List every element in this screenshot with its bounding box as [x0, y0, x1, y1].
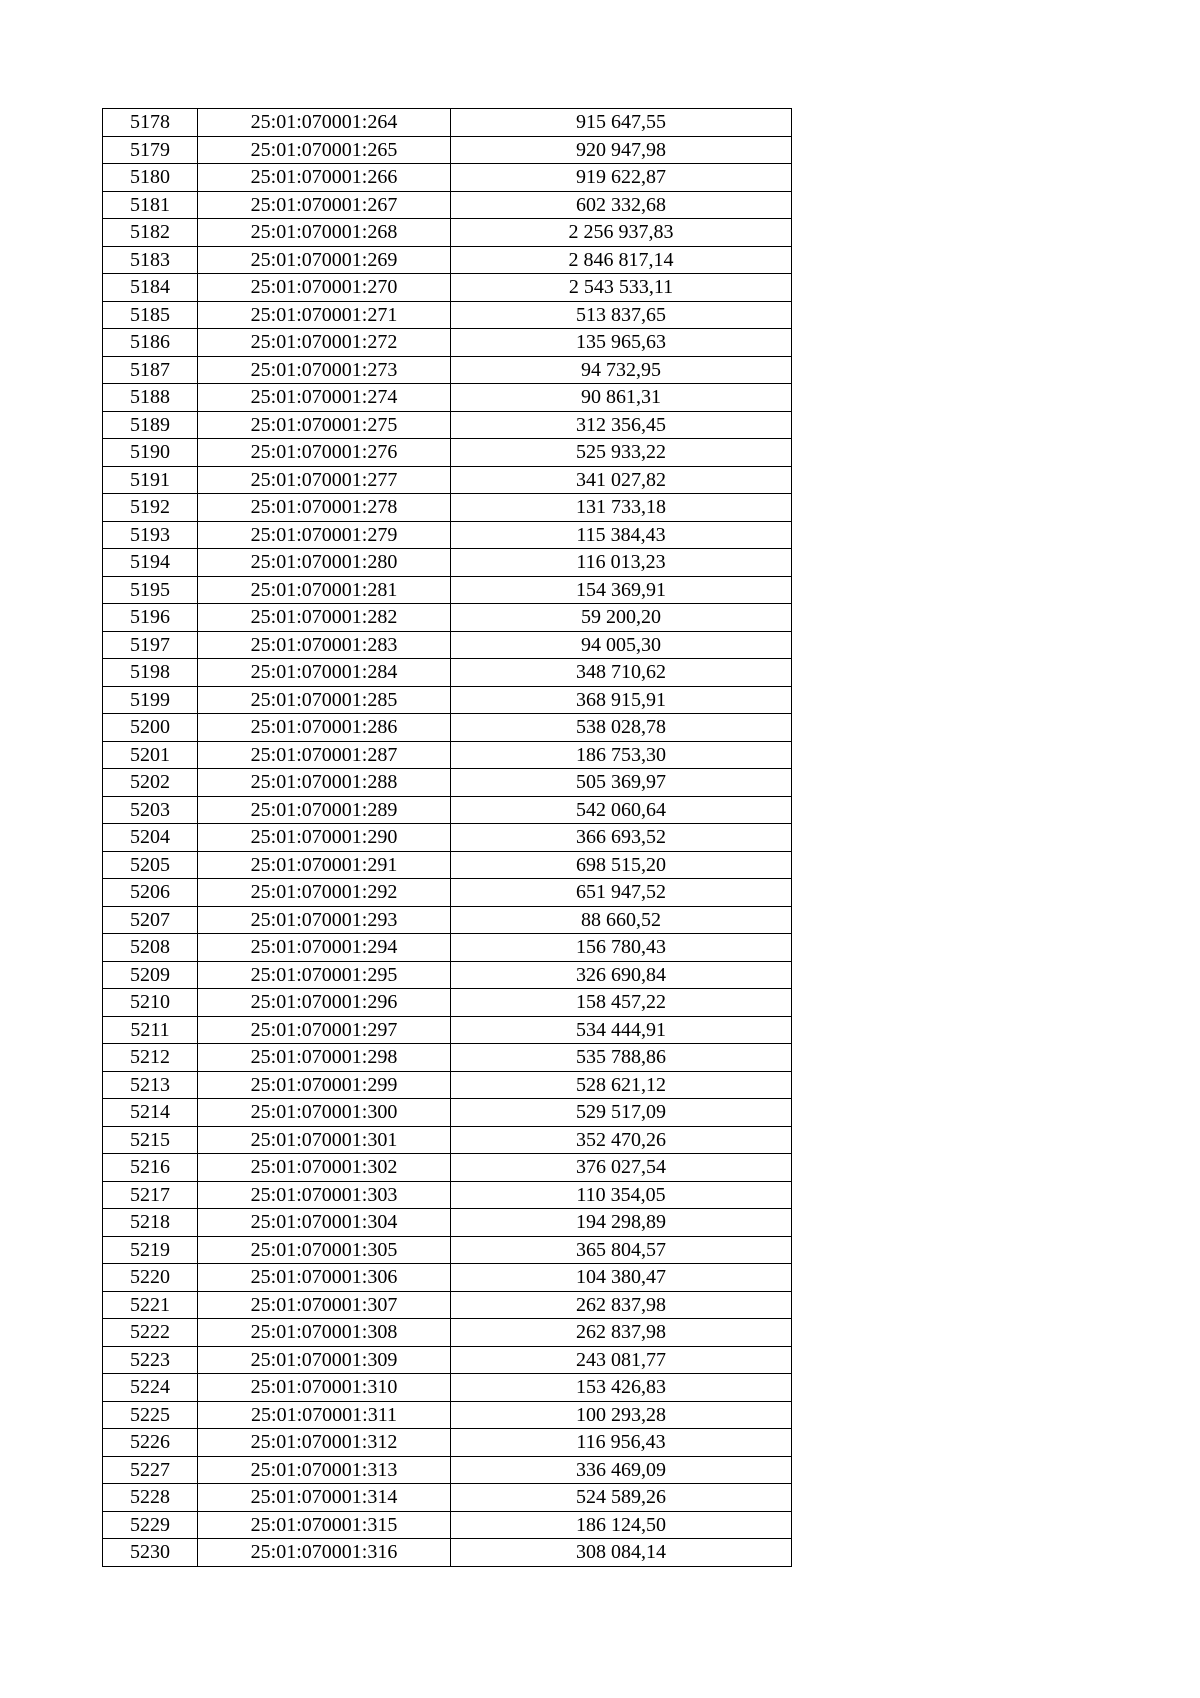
cadastral-number-cell: 25:01:070001:272 [198, 329, 451, 357]
value-cell: 100 293,28 [451, 1401, 792, 1429]
cadastral-number-cell: 25:01:070001:295 [198, 961, 451, 989]
table-row [103, 576, 792, 604]
row-number-cell: 5206 [103, 879, 198, 907]
row-number-cell: 5203 [103, 796, 198, 824]
value-cell: 336 469,09 [451, 1456, 792, 1484]
cadastral-number-cell: 25:01:070001:292 [198, 879, 451, 907]
value-cell: 94 005,30 [451, 631, 792, 659]
table-row [103, 164, 792, 192]
cadastral-number-cell: 25:01:070001:294 [198, 934, 451, 962]
table-row [103, 274, 792, 302]
value-cell: 156 780,43 [451, 934, 792, 962]
cadastral-number-cell: 25:01:070001:302 [198, 1154, 451, 1182]
value-cell: 698 515,20 [451, 851, 792, 879]
value-cell: 348 710,62 [451, 659, 792, 687]
value-cell: 505 369,97 [451, 769, 792, 797]
data-table [102, 108, 792, 1567]
table-row [103, 219, 792, 247]
value-cell: 262 837,98 [451, 1291, 792, 1319]
value-cell: 341 027,82 [451, 466, 792, 494]
row-number-cell: 5220 [103, 1264, 198, 1292]
row-number-cell: 5230 [103, 1539, 198, 1567]
row-number-cell: 5204 [103, 824, 198, 852]
cadastral-number-cell: 25:01:070001:275 [198, 411, 451, 439]
value-cell: 513 837,65 [451, 301, 792, 329]
row-number-cell: 5224 [103, 1374, 198, 1402]
cadastral-number-cell: 25:01:070001:303 [198, 1181, 451, 1209]
table-row [103, 439, 792, 467]
value-cell: 651 947,52 [451, 879, 792, 907]
table-row [103, 851, 792, 879]
value-cell: 528 621,12 [451, 1071, 792, 1099]
row-number-cell: 5200 [103, 714, 198, 742]
row-number-cell: 5186 [103, 329, 198, 357]
table-row [103, 1126, 792, 1154]
cadastral-number-cell: 25:01:070001:288 [198, 769, 451, 797]
row-number-cell: 5227 [103, 1456, 198, 1484]
table-row [103, 1401, 792, 1429]
table-row [103, 549, 792, 577]
cadastral-number-cell: 25:01:070001:312 [198, 1429, 451, 1457]
cadastral-number-cell: 25:01:070001:296 [198, 989, 451, 1017]
row-number-cell: 5185 [103, 301, 198, 329]
value-cell: 538 028,78 [451, 714, 792, 742]
table-row [103, 714, 792, 742]
cadastral-number-cell: 25:01:070001:276 [198, 439, 451, 467]
cadastral-number-cell: 25:01:070001:277 [198, 466, 451, 494]
table-row [103, 1154, 792, 1182]
value-cell: 158 457,22 [451, 989, 792, 1017]
row-number-cell: 5221 [103, 1291, 198, 1319]
value-cell: 88 660,52 [451, 906, 792, 934]
value-cell: 525 933,22 [451, 439, 792, 467]
value-cell: 2 256 937,83 [451, 219, 792, 247]
table-row [103, 1264, 792, 1292]
table-row [103, 631, 792, 659]
cadastral-number-cell: 25:01:070001:280 [198, 549, 451, 577]
cadastral-number-cell: 25:01:070001:274 [198, 384, 451, 412]
row-number-cell: 5228 [103, 1484, 198, 1512]
row-number-cell: 5213 [103, 1071, 198, 1099]
table-row [103, 1456, 792, 1484]
table-row [103, 1016, 792, 1044]
cadastral-number-cell: 25:01:070001:298 [198, 1044, 451, 1072]
cadastral-number-cell: 25:01:070001:304 [198, 1209, 451, 1237]
row-number-cell: 5225 [103, 1401, 198, 1429]
cadastral-number-cell: 25:01:070001:282 [198, 604, 451, 632]
row-number-cell: 5222 [103, 1319, 198, 1347]
row-number-cell: 5196 [103, 604, 198, 632]
cadastral-number-cell: 25:01:070001:301 [198, 1126, 451, 1154]
table-row [103, 1099, 792, 1127]
value-cell: 366 693,52 [451, 824, 792, 852]
row-number-cell: 5197 [103, 631, 198, 659]
value-cell: 135 965,63 [451, 329, 792, 357]
cadastral-number-cell: 25:01:070001:273 [198, 356, 451, 384]
value-cell: 535 788,86 [451, 1044, 792, 1072]
table-row [103, 494, 792, 522]
table-row [103, 136, 792, 164]
value-cell: 308 084,14 [451, 1539, 792, 1567]
table-row [103, 741, 792, 769]
row-number-cell: 5209 [103, 961, 198, 989]
value-cell: 542 060,64 [451, 796, 792, 824]
table-row [103, 1071, 792, 1099]
table-row [103, 1539, 792, 1567]
row-number-cell: 5187 [103, 356, 198, 384]
cadastral-number-cell: 25:01:070001:283 [198, 631, 451, 659]
row-number-cell: 5183 [103, 246, 198, 274]
table-row [103, 906, 792, 934]
table-row [103, 1209, 792, 1237]
value-cell: 524 589,26 [451, 1484, 792, 1512]
value-cell: 915 647,55 [451, 109, 792, 137]
table-row [103, 1429, 792, 1457]
cadastral-number-cell: 25:01:070001:270 [198, 274, 451, 302]
cadastral-number-cell: 25:01:070001:287 [198, 741, 451, 769]
row-number-cell: 5193 [103, 521, 198, 549]
value-cell: 368 915,91 [451, 686, 792, 714]
value-cell: 59 200,20 [451, 604, 792, 632]
row-number-cell: 5205 [103, 851, 198, 879]
value-cell: 90 861,31 [451, 384, 792, 412]
row-number-cell: 5212 [103, 1044, 198, 1072]
row-number-cell: 5190 [103, 439, 198, 467]
value-cell: 376 027,54 [451, 1154, 792, 1182]
cadastral-number-cell: 25:01:070001:309 [198, 1346, 451, 1374]
table-row [103, 1236, 792, 1264]
value-cell: 529 517,09 [451, 1099, 792, 1127]
row-number-cell: 5202 [103, 769, 198, 797]
row-number-cell: 5211 [103, 1016, 198, 1044]
cadastral-number-cell: 25:01:070001:289 [198, 796, 451, 824]
value-cell: 262 837,98 [451, 1319, 792, 1347]
cadastral-number-cell: 25:01:070001:290 [198, 824, 451, 852]
table-row [103, 411, 792, 439]
table-row [103, 521, 792, 549]
table-row [103, 796, 792, 824]
row-number-cell: 5194 [103, 549, 198, 577]
table-row [103, 1484, 792, 1512]
cadastral-number-cell: 25:01:070001:315 [198, 1511, 451, 1539]
row-number-cell: 5180 [103, 164, 198, 192]
cadastral-number-cell: 25:01:070001:266 [198, 164, 451, 192]
table-row [103, 1181, 792, 1209]
value-cell: 2 543 533,11 [451, 274, 792, 302]
table-row [103, 1511, 792, 1539]
value-cell: 920 947,98 [451, 136, 792, 164]
value-cell: 365 804,57 [451, 1236, 792, 1264]
row-number-cell: 5178 [103, 109, 198, 137]
table-row [103, 1044, 792, 1072]
value-cell: 243 081,77 [451, 1346, 792, 1374]
row-number-cell: 5207 [103, 906, 198, 934]
cadastral-number-cell: 25:01:070001:279 [198, 521, 451, 549]
cadastral-number-cell: 25:01:070001:300 [198, 1099, 451, 1127]
cadastral-number-cell: 25:01:070001:306 [198, 1264, 451, 1292]
row-number-cell: 5208 [103, 934, 198, 962]
cadastral-number-cell: 25:01:070001:310 [198, 1374, 451, 1402]
cadastral-number-cell: 25:01:070001:314 [198, 1484, 451, 1512]
cadastral-number-cell: 25:01:070001:308 [198, 1319, 451, 1347]
value-cell: 326 690,84 [451, 961, 792, 989]
row-number-cell: 5184 [103, 274, 198, 302]
row-number-cell: 5182 [103, 219, 198, 247]
row-number-cell: 5229 [103, 1511, 198, 1539]
table-body [103, 109, 792, 1567]
value-cell: 104 380,47 [451, 1264, 792, 1292]
cadastral-number-cell: 25:01:070001:268 [198, 219, 451, 247]
table-row [103, 1374, 792, 1402]
table-row [103, 961, 792, 989]
value-cell: 194 298,89 [451, 1209, 792, 1237]
cadastral-number-cell: 25:01:070001:269 [198, 246, 451, 274]
row-number-cell: 5219 [103, 1236, 198, 1264]
cadastral-number-cell: 25:01:070001:281 [198, 576, 451, 604]
row-number-cell: 5217 [103, 1181, 198, 1209]
value-cell: 186 753,30 [451, 741, 792, 769]
row-number-cell: 5218 [103, 1209, 198, 1237]
value-cell: 154 369,91 [451, 576, 792, 604]
row-number-cell: 5192 [103, 494, 198, 522]
value-cell: 116 013,23 [451, 549, 792, 577]
row-number-cell: 5214 [103, 1099, 198, 1127]
cadastral-number-cell: 25:01:070001:264 [198, 109, 451, 137]
table-row [103, 329, 792, 357]
table-row [103, 879, 792, 907]
value-cell: 131 733,18 [451, 494, 792, 522]
value-cell: 534 444,91 [451, 1016, 792, 1044]
value-cell: 352 470,26 [451, 1126, 792, 1154]
cadastral-number-cell: 25:01:070001:311 [198, 1401, 451, 1429]
table-row [103, 301, 792, 329]
table-row [103, 384, 792, 412]
cadastral-number-cell: 25:01:070001:271 [198, 301, 451, 329]
row-number-cell: 5181 [103, 191, 198, 219]
cadastral-number-cell: 25:01:070001:293 [198, 906, 451, 934]
value-cell: 2 846 817,14 [451, 246, 792, 274]
value-cell: 186 124,50 [451, 1511, 792, 1539]
cadastral-number-cell: 25:01:070001:265 [198, 136, 451, 164]
cadastral-number-cell: 25:01:070001:297 [198, 1016, 451, 1044]
value-cell: 94 732,95 [451, 356, 792, 384]
table-row [103, 934, 792, 962]
row-number-cell: 5210 [103, 989, 198, 1017]
row-number-cell: 5189 [103, 411, 198, 439]
table-row [103, 824, 792, 852]
table-row [103, 356, 792, 384]
row-number-cell: 5191 [103, 466, 198, 494]
table-row [103, 1319, 792, 1347]
cadastral-number-cell: 25:01:070001:278 [198, 494, 451, 522]
table-row [103, 686, 792, 714]
table-row [103, 769, 792, 797]
value-cell: 115 384,43 [451, 521, 792, 549]
row-number-cell: 5223 [103, 1346, 198, 1374]
row-number-cell: 5188 [103, 384, 198, 412]
row-number-cell: 5195 [103, 576, 198, 604]
cadastral-number-cell: 25:01:070001:316 [198, 1539, 451, 1567]
cadastral-number-cell: 25:01:070001:291 [198, 851, 451, 879]
cadastral-number-cell: 25:01:070001:267 [198, 191, 451, 219]
table-row [103, 989, 792, 1017]
table-row [103, 1291, 792, 1319]
value-cell: 312 356,45 [451, 411, 792, 439]
row-number-cell: 5216 [103, 1154, 198, 1182]
row-number-cell: 5198 [103, 659, 198, 687]
value-cell: 153 426,83 [451, 1374, 792, 1402]
cadastral-number-cell: 25:01:070001:286 [198, 714, 451, 742]
row-number-cell: 5199 [103, 686, 198, 714]
cadastral-number-cell: 25:01:070001:307 [198, 1291, 451, 1319]
table-row [103, 604, 792, 632]
value-cell: 919 622,87 [451, 164, 792, 192]
table-row [103, 1346, 792, 1374]
cadastral-number-cell: 25:01:070001:284 [198, 659, 451, 687]
table-row [103, 109, 792, 137]
table-row [103, 191, 792, 219]
value-cell: 110 354,05 [451, 1181, 792, 1209]
value-cell: 116 956,43 [451, 1429, 792, 1457]
row-number-cell: 5201 [103, 741, 198, 769]
row-number-cell: 5215 [103, 1126, 198, 1154]
table-row [103, 466, 792, 494]
row-number-cell: 5226 [103, 1429, 198, 1457]
value-cell: 602 332,68 [451, 191, 792, 219]
cadastral-number-cell: 25:01:070001:299 [198, 1071, 451, 1099]
row-number-cell: 5179 [103, 136, 198, 164]
cadastral-number-cell: 25:01:070001:305 [198, 1236, 451, 1264]
cadastral-number-cell: 25:01:070001:285 [198, 686, 451, 714]
table-row [103, 246, 792, 274]
cadastral-number-cell: 25:01:070001:313 [198, 1456, 451, 1484]
table-row [103, 659, 792, 687]
